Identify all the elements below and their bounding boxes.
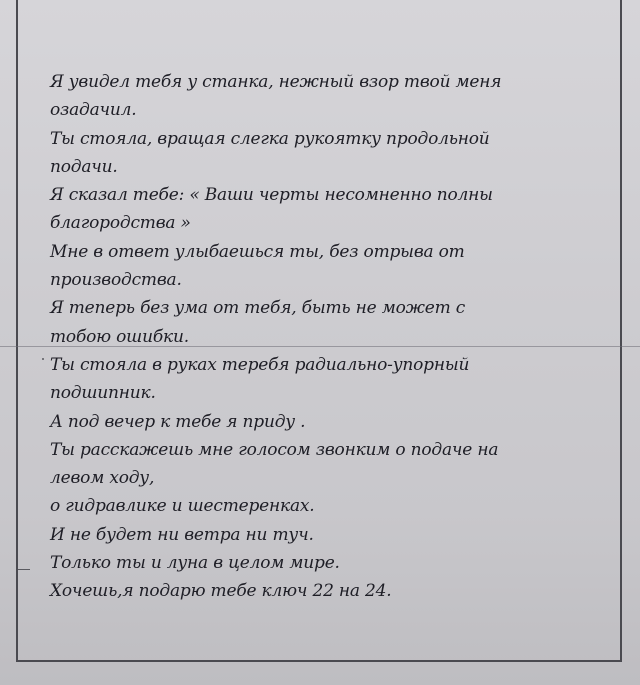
- poem-line: производства.: [50, 270, 182, 291]
- poem-line: Я теперь без ума от тебя, быть не может с: [50, 298, 466, 319]
- poem-line: левом ходу,: [50, 468, 155, 489]
- margin-dot: [42, 358, 44, 360]
- poem-line: И не будет ни ветра ни туч.: [50, 524, 314, 545]
- poem-line: Только ты и луна в целом мире.: [50, 553, 340, 574]
- poem-line: благородства »: [50, 213, 191, 234]
- poem-line: подшипник.: [50, 383, 156, 404]
- poem-line: Ты стояла, вращая слегка рукоятку продольной: [50, 128, 490, 149]
- poem-line: Я увидел тебя у станка, нежный взор твой меня: [50, 72, 502, 92]
- poem-line: о гидравлике и шестеренках.: [50, 496, 315, 517]
- margin-mark: [18, 569, 30, 570]
- poem-text: [50, 68, 610, 606]
- poem-line: Ты стояла в руках теребя радиально-упорный: [50, 354, 470, 375]
- poem-line: Хочешь,я подарю тебе ключ 22 на 24.: [50, 581, 392, 602]
- poem-line: Ты расскажешь мне голосом звонким о подаче на: [50, 439, 499, 460]
- poem-line: подачи.: [50, 156, 118, 177]
- poem-line: Я сказал тебе: « Ваши черты несомненно полны: [50, 185, 493, 206]
- poem-line: А под вечер к тебе я приду .: [50, 411, 306, 432]
- poem-line: озадачил.: [50, 100, 137, 121]
- poem-line: тобою ошибки.: [50, 326, 189, 347]
- poem-line: Мне в ответ улыбаешься ты, без отрыва от: [50, 241, 465, 262]
